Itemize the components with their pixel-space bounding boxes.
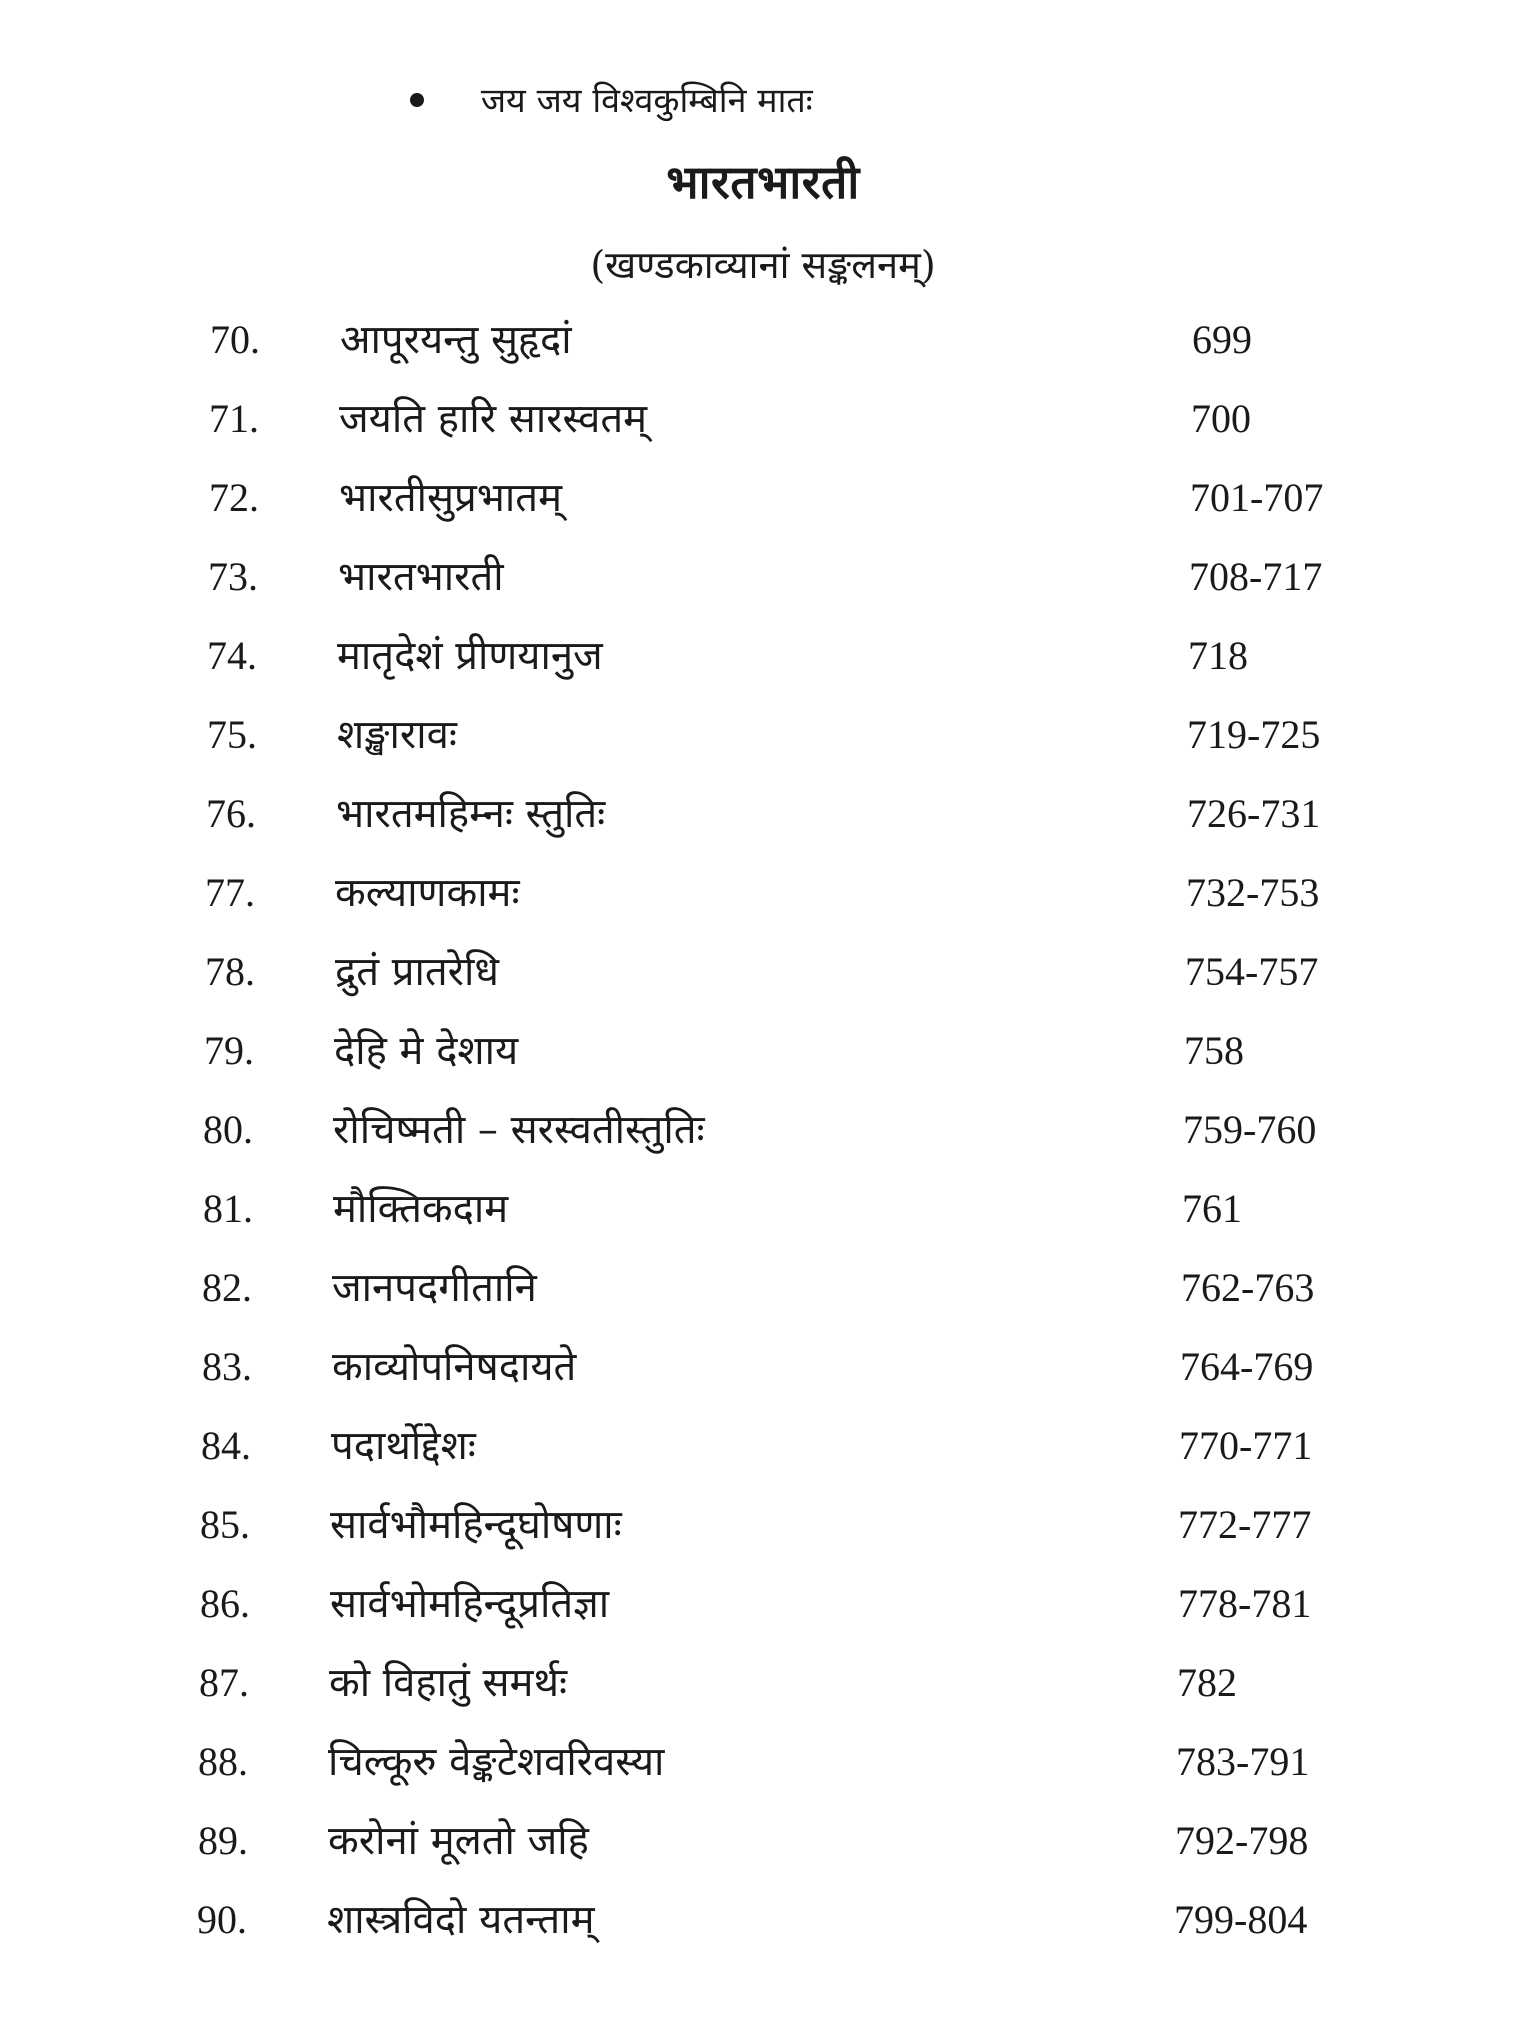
toc-entry-number: 89. <box>198 1818 248 1863</box>
toc-entry-pages: 792-798 <box>1175 1818 1309 1863</box>
toc-entry-number: 85. <box>200 1502 250 1547</box>
toc-entry-title: कल्याणकामः <box>335 870 520 916</box>
toc-entry-title: शङ्खारावः <box>337 712 457 758</box>
toc-entry <box>0 853 1526 933</box>
toc-entry-pages: 719-725 <box>1187 712 1321 757</box>
toc-entry-number: 83. <box>202 1344 252 1389</box>
toc-entry-title: जानपदगीतानि <box>332 1265 537 1311</box>
toc-entry <box>0 774 1526 854</box>
toc-entry-title: करोनां मूलतो जहि <box>328 1818 589 1864</box>
toc-entry-number: 71. <box>209 396 259 441</box>
toc-entry <box>0 695 1526 775</box>
toc-entry-pages: 758 <box>1184 1028 1244 1073</box>
toc-entry-title: मातृदेशं प्रीणयानुज <box>337 633 603 679</box>
toc-entry-number: 82. <box>202 1265 252 1310</box>
toc-entry-number: 81. <box>203 1186 253 1231</box>
toc-entry-title: जयति हारि सारस्वतम् <box>339 396 648 442</box>
toc-entry <box>0 458 1526 538</box>
toc-entry-pages: 700 <box>1191 396 1251 441</box>
toc-entry-number: 88. <box>198 1739 248 1784</box>
toc-entry-pages: 782 <box>1177 1660 1237 1705</box>
toc-entry-number: 84. <box>201 1423 251 1468</box>
toc-entry <box>0 1327 1526 1407</box>
toc-entry-pages: 754-757 <box>1185 949 1319 994</box>
toc-entry <box>0 537 1526 617</box>
toc-entry <box>0 1643 1526 1723</box>
section-title: भारतभारती <box>666 155 860 209</box>
toc-entry-pages: 699 <box>1192 317 1252 362</box>
toc-entry-pages: 799-804 <box>1174 1897 1308 1942</box>
toc-entry-number: 87. <box>199 1660 249 1705</box>
toc-entry-pages: 726-731 <box>1187 791 1321 836</box>
toc-entry <box>0 1880 1526 1960</box>
toc-entry-number: 74. <box>207 633 257 678</box>
toc-entry <box>0 932 1526 1012</box>
toc-entry-number: 75. <box>207 712 257 757</box>
toc-entry <box>0 379 1526 459</box>
toc-entry-title: को विहातुं समर्थः <box>329 1660 568 1706</box>
toc-entry-title: काव्योपनिषदायते <box>332 1344 577 1390</box>
bullet-heading <box>410 76 813 122</box>
bullet-icon <box>410 93 424 107</box>
toc-entry-number: 77. <box>205 870 255 915</box>
toc-entry <box>0 616 1526 696</box>
toc-entry-pages: 708-717 <box>1189 554 1323 599</box>
toc-entry-number: 78. <box>205 949 255 994</box>
toc-entry-pages: 761 <box>1182 1186 1242 1231</box>
toc-entry <box>0 1248 1526 1328</box>
toc-entry-title: भारतभारती <box>338 554 504 600</box>
toc-entry-pages: 732-753 <box>1186 870 1320 915</box>
toc-entry-title: सार्वभौमहिन्दूघोषणाः <box>330 1502 622 1548</box>
toc-entry <box>0 1406 1526 1486</box>
bullet-heading-text: जय जय विश्वकुम्बिनि मातः <box>480 81 813 121</box>
toc-entry-title: पदार्थोद्देशः <box>331 1423 476 1469</box>
toc-entry-title: चिल्कूरु वेङ्कटेशवरिवस्या <box>328 1739 665 1785</box>
toc-entry-title: द्रुतं प्रातरेधि <box>335 949 499 995</box>
toc-entry-pages: 718 <box>1188 633 1248 678</box>
toc-entry-number: 79. <box>204 1028 254 1073</box>
toc-entry <box>0 1564 1526 1644</box>
toc-entry <box>0 1169 1526 1249</box>
toc-entry-title: भारतीसुप्रभातम् <box>339 475 562 521</box>
toc-entry-title: रोचिष्मती – सरस्वतीस्तुतिः <box>333 1107 705 1153</box>
toc-entry-pages: 778-781 <box>1178 1581 1312 1626</box>
toc-entry-number: 70. <box>210 317 260 362</box>
toc-entry-pages: 764-769 <box>1180 1344 1314 1389</box>
toc-entry-number: 90. <box>197 1897 247 1942</box>
toc-entry-number: 73. <box>208 554 258 599</box>
toc-entry-pages: 783-791 <box>1176 1739 1310 1784</box>
toc-entry-pages: 762-763 <box>1181 1265 1315 1310</box>
toc-entry-title: सार्वभोमहिन्दूप्रतिज्ञा <box>330 1581 610 1627</box>
toc-entry-pages: 759-760 <box>1183 1107 1317 1152</box>
toc-entry <box>0 1801 1526 1881</box>
toc-entry <box>0 1090 1526 1170</box>
toc-entry-title: मौक्तिकदाम <box>333 1186 509 1232</box>
toc-entry <box>0 1485 1526 1565</box>
toc-entry-number: 76. <box>206 791 256 836</box>
section-subtitle: (खण्डकाव्यानां सङ्कलनम्) <box>590 243 936 287</box>
toc-entry-number: 80. <box>203 1107 253 1152</box>
toc-entry <box>0 300 1526 380</box>
toc-entry-title: शास्त्रविदो यतन्ताम् <box>327 1897 595 1943</box>
toc-entry-pages: 701-707 <box>1190 475 1324 520</box>
toc-entry-pages: 772-777 <box>1178 1502 1312 1547</box>
toc-entry-title: देहि मे देशाय <box>334 1028 519 1074</box>
toc-entry-title: भारतमहिम्नः स्तुतिः <box>336 791 606 837</box>
toc-entry-number: 86. <box>200 1581 250 1626</box>
toc-entry-number: 72. <box>209 475 259 520</box>
toc-entry <box>0 1011 1526 1091</box>
toc-entry-title: आपूरयन्तु सुहृदां <box>340 317 572 363</box>
toc-entry <box>0 1722 1526 1802</box>
toc-entry-pages: 770-771 <box>1179 1423 1313 1468</box>
